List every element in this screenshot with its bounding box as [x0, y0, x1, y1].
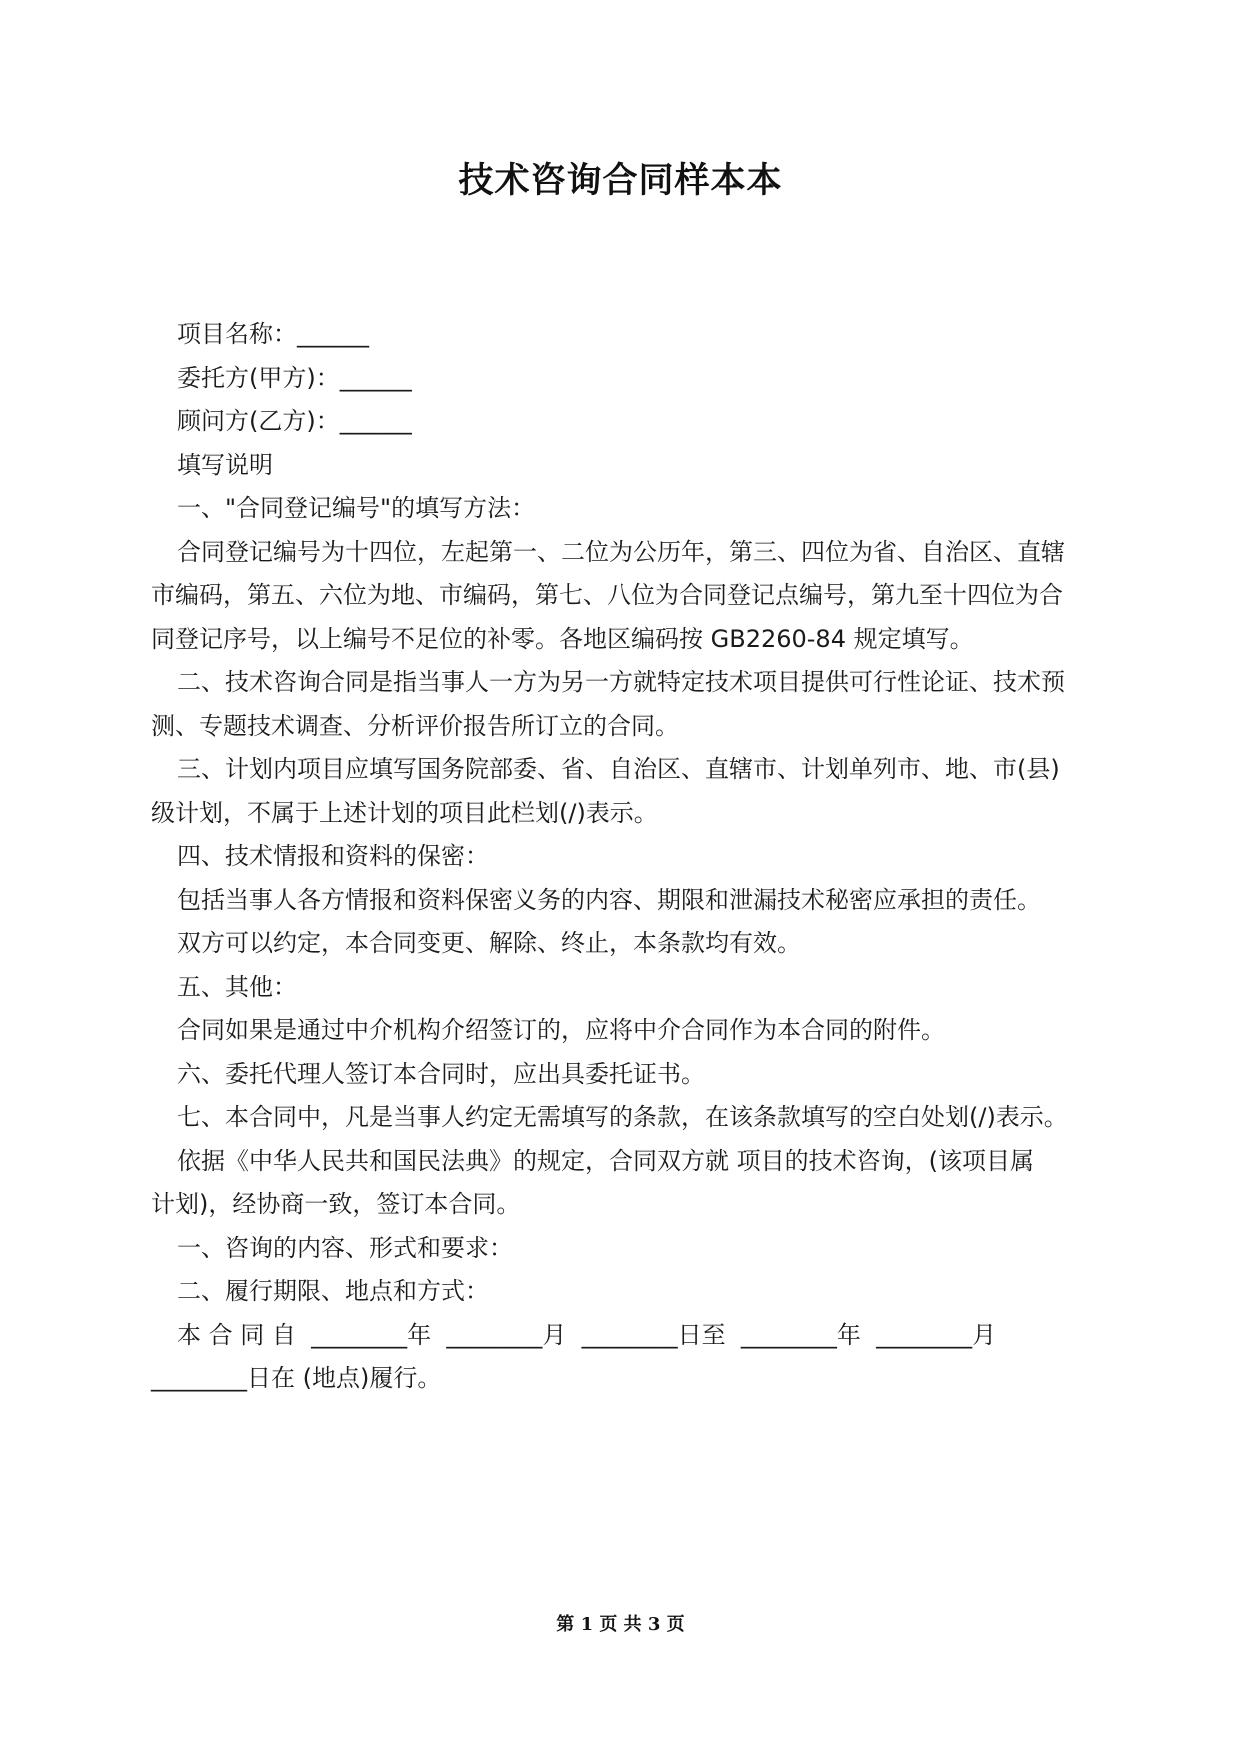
instruction-1-text-line-1: 合同登记编号为十四位，左起第一、二位为公历年，第三、四位为省、自治区、直辖 [177, 538, 1065, 566]
term-dates-line-1: 本 合 同 自 ________年 ________月 ________日至 ________年 ________月 [177, 1321, 997, 1349]
instruction-4-text-1: 包括当事人各方情报和资料保密义务的内容、期限和泄漏技术秘密应承担的责任。 [177, 886, 1041, 914]
instruction-2-line-2: 测、专题技术调查、分析评价报告所订立的合同。 [151, 712, 679, 740]
term-dates-line-2: ________日在 (地点)履行。 [151, 1364, 442, 1392]
instruction-1-heading: 一、"合同登记编号"的填写方法： [177, 494, 536, 522]
consultant-party-field: 顾问方(乙方)：______ [177, 407, 412, 435]
instruction-2-line-1: 二、技术咨询合同是指当事人一方为另一方就特定技术项目提供可行性论证、技术预 [177, 668, 1065, 696]
instruction-4-heading: 四、技术情报和资料的保密： [177, 842, 489, 870]
instruction-5-text: 合同如果是通过中介机构介绍签订的，应将中介合同作为本合同的附件。 [177, 1016, 945, 1044]
preamble-line-1: 依据《中华人民共和国民法典》的规定，合同双方就 项目的技术咨询，(该项目属 [177, 1147, 1034, 1175]
instruction-1-text-line-2: 市编码，第五、六位为地、市编码，第七、八位为合同登记点编号，第九至十四位为合 [151, 581, 1063, 609]
instruction-6: 六、委托代理人签订本合同时，应出具委托证书。 [177, 1060, 705, 1088]
document-title: 技术咨询合同样本本 [458, 161, 783, 201]
project-name-field: 项目名称：______ [177, 320, 369, 348]
client-party-field: 委托方(甲方)：______ [177, 364, 412, 392]
instruction-1-text-line-3: 同登记序号，以上编号不足位的补零。各地区编码按 GB2260-84 规定填写。 [151, 625, 974, 653]
instruction-3-line-1: 三、计划内项目应填写国务院部委、省、自治区、直辖市、计划单列市、地、市(县) [177, 755, 1060, 783]
instructions-heading: 填写说明 [177, 451, 273, 479]
instruction-5-heading: 五、其他： [177, 973, 297, 1001]
instruction-7: 七、本合同中，凡是当事人约定无需填写的条款，在该条款填写的空白处划(/)表示。 [177, 1103, 1068, 1131]
page-footer: 第 1 页 共 3 页 [556, 1614, 685, 1635]
section-2-heading: 二、履行期限、地点和方式： [177, 1277, 489, 1305]
section-1-heading: 一、咨询的内容、形式和要求： [177, 1234, 513, 1262]
instruction-3-line-2: 级计划，不属于上述计划的项目此栏划(/)表示。 [151, 799, 658, 827]
preamble-line-2: 计划)，经协商一致，签订本合同。 [151, 1190, 521, 1218]
instruction-4-text-2: 双方可以约定，本合同变更、解除、终止，本条款均有效。 [177, 929, 801, 957]
